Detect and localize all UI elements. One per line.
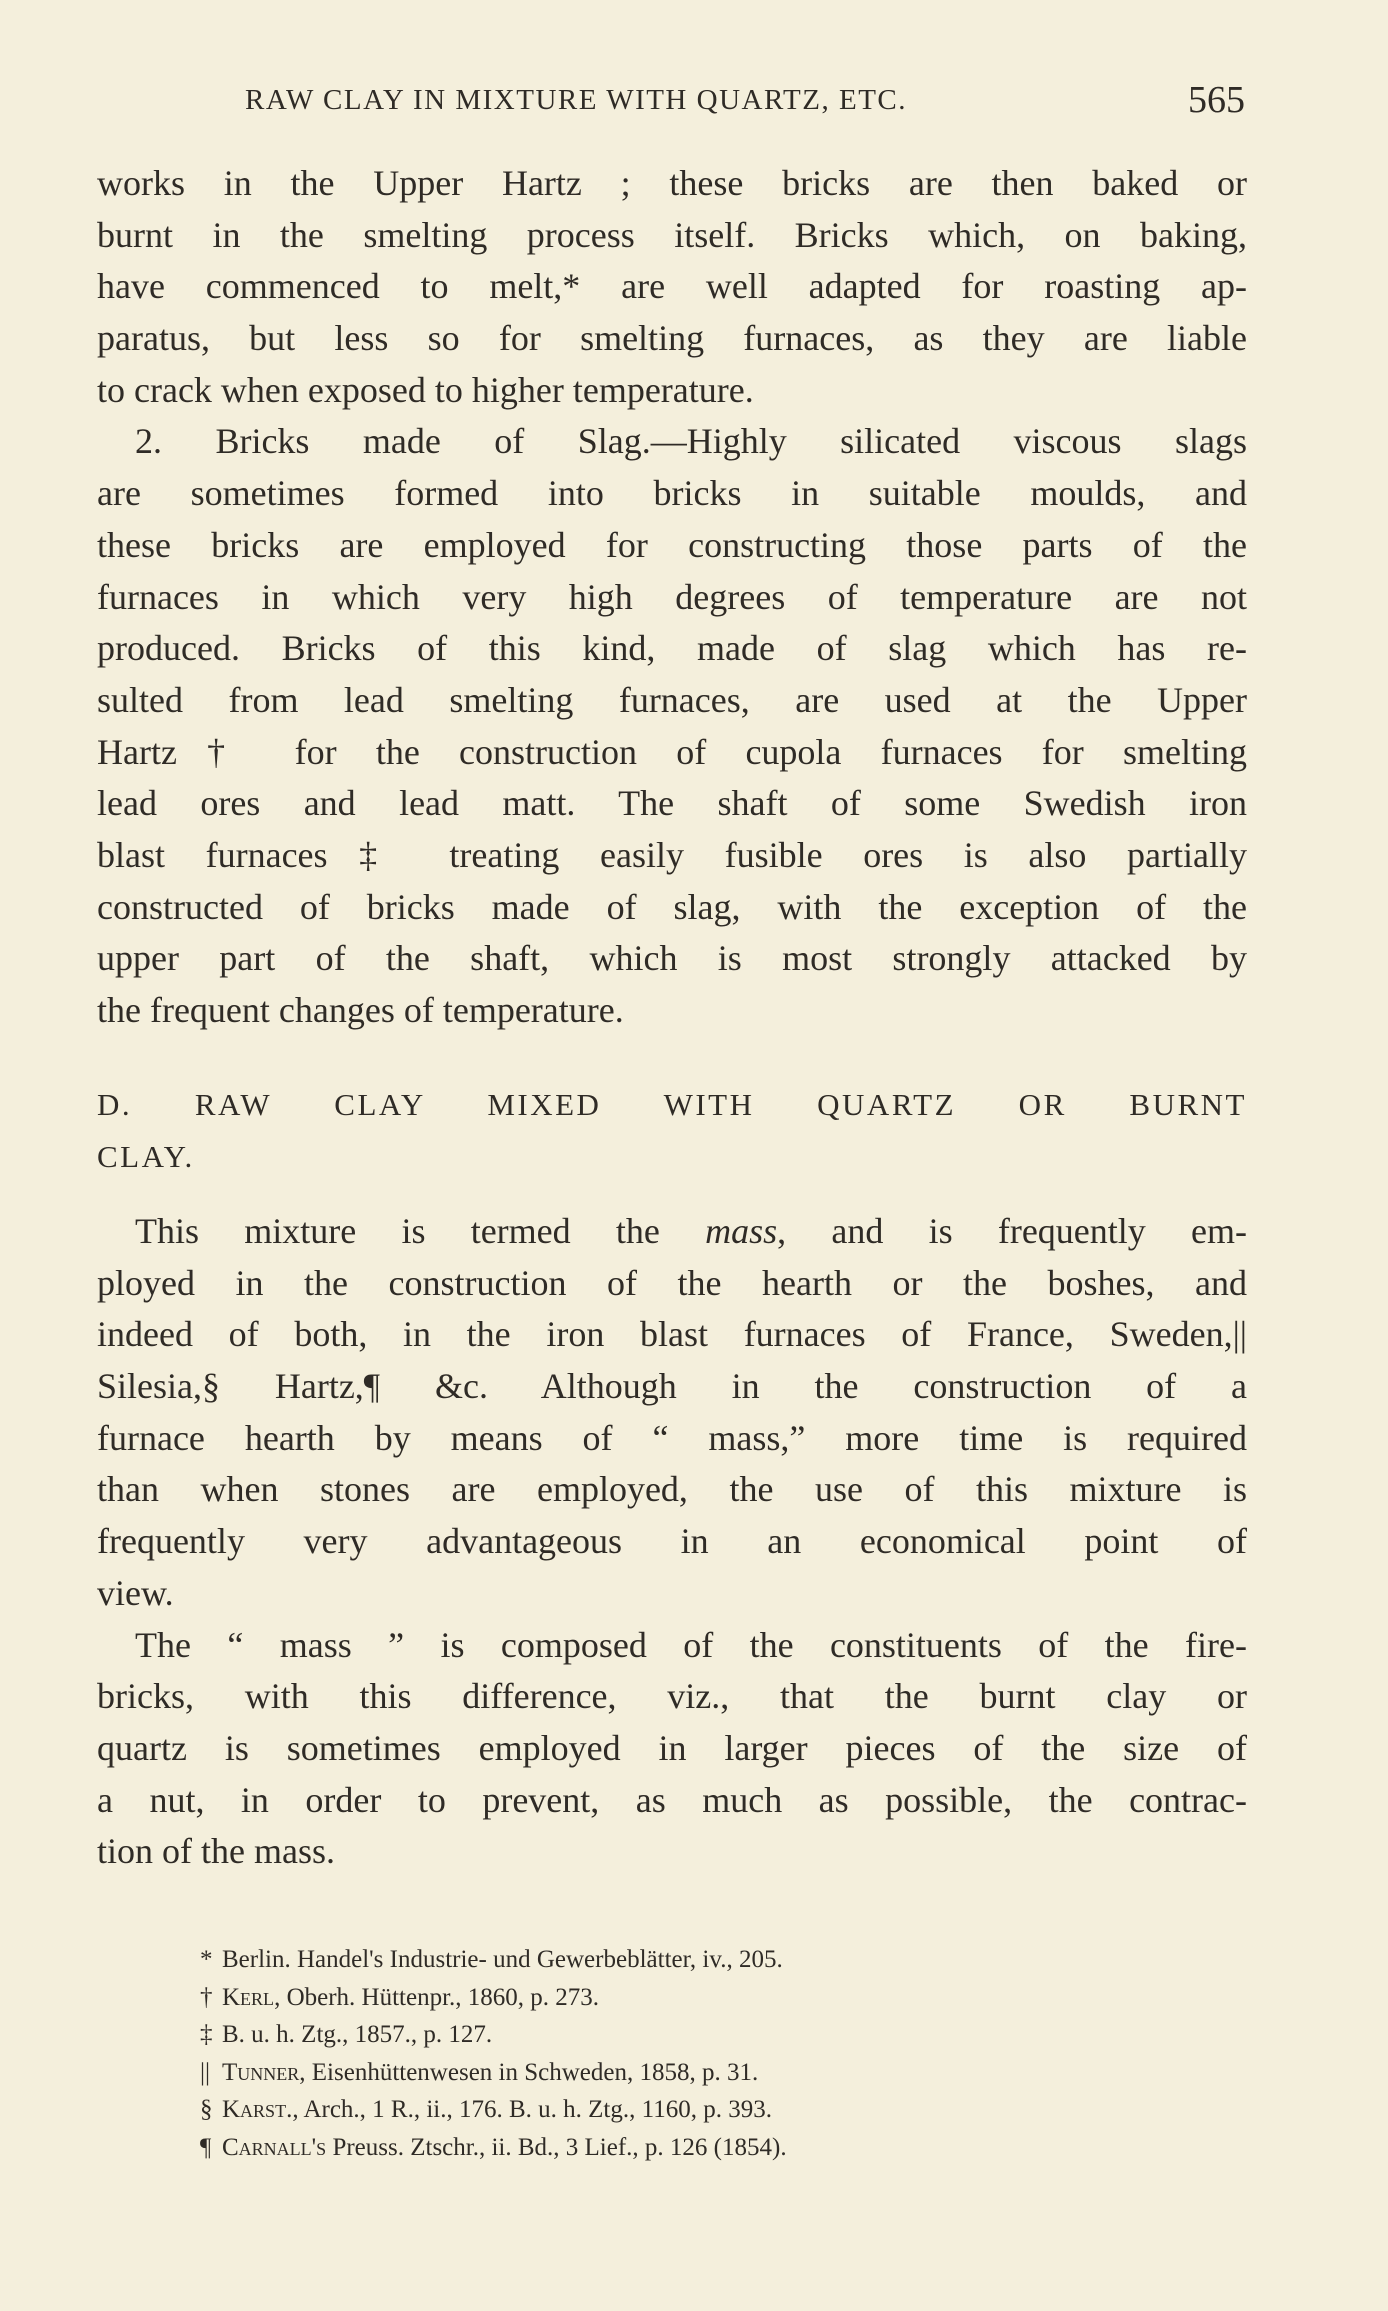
text-line [97, 933, 1247, 985]
footnote-text: Berlin. Handel's Industrie- und Gewerbeblätter, iv., 205. [222, 1946, 783, 1973]
text-line [97, 623, 1247, 675]
line-text: quartz is sometimes employed in larger pieces of the size of [97, 1727, 1247, 1768]
footnote-text: , Oberh. Hüttenpr., 1860, p. 273. [274, 1983, 600, 2011]
line-text: 2. Bricks made of Slag.—Highly silicated viscous slags [135, 421, 1247, 462]
text-line [97, 1516, 1247, 1568]
footnote-marker: ‡ [200, 2021, 213, 2049]
line-text: bricks, with this difference, viz., that the burnt clay or [97, 1676, 1247, 1717]
line-text: sulted from lead smelting furnaces, are used at the Upper [97, 679, 1247, 720]
line-text: than when stones are employed, the use of this mixture is [97, 1469, 1247, 1510]
footnote-author: Kerl [222, 1983, 275, 2011]
text-line [97, 210, 1247, 262]
text-line [97, 1568, 1247, 1620]
footnotes [200, 1941, 1100, 2167]
line-text: have commenced to melt,* are well adapted for roasting ap- [97, 266, 1247, 307]
text-line [97, 468, 1247, 520]
text-line [97, 1620, 1247, 1672]
line-text: these bricks are employed for constructing those parts of the [97, 524, 1247, 565]
line-text: a nut, in order to prevent, as much as possible, the contrac- [97, 1779, 1247, 1820]
running-header [245, 78, 1245, 128]
line-text: works in the Upper Hartz ; these bricks are then baked or [97, 163, 1247, 203]
footnote [200, 2091, 1100, 2129]
line-text: to crack when exposed to higher temperature. [97, 369, 754, 410]
text-line [97, 1775, 1247, 1827]
line-text: produced. Bricks of this kind, made of slag which has re- [97, 628, 1247, 669]
text-line [97, 1826, 1247, 1878]
footnote [200, 2016, 1100, 2054]
line-text: view. [97, 1572, 174, 1613]
text-line [97, 1413, 1247, 1465]
line-text: lead ores and lead matt. The shaft of some Swedish iron [97, 783, 1247, 824]
footnote [200, 1941, 1100, 1979]
text-line [97, 675, 1247, 727]
footnote-marker: || [200, 2058, 211, 2086]
line-text: furnace hearth by means of “ mass,” more time is required [97, 1417, 1247, 1458]
footnote-marker: § [200, 2096, 213, 2124]
footnote-author: Tunner [222, 2058, 300, 2086]
text-line [97, 1464, 1247, 1516]
text-line [97, 778, 1247, 830]
text-line [97, 416, 1247, 468]
footnote [200, 2054, 1100, 2092]
footnote [200, 2129, 1100, 2167]
body-text-section [97, 1206, 1247, 1878]
line-text: furnaces in which very high degrees of temperature are not [97, 576, 1247, 617]
line-text: Hartz† for the construction of cupola furnaces for smelting [97, 731, 1247, 772]
footnote-text: , Eisenhüttenwesen in Schweden, 1858, p. 31. [299, 2058, 759, 2086]
line-text: are sometimes formed into bricks in suitable moulds, and [97, 473, 1247, 514]
text-line [97, 1723, 1247, 1775]
text-line [97, 261, 1247, 313]
text-line [97, 1258, 1247, 1310]
line-text: the frequent changes of temperature. [97, 990, 624, 1030]
line-text: This mixture is termed the [135, 1211, 706, 1251]
footnote-marker: † [200, 1983, 213, 2011]
text-line [97, 572, 1247, 624]
footnote-text: , Arch., 1 R., ii., 176. B. u. h. Ztg., 1160, p. 393. [292, 2096, 772, 2124]
text-line [97, 158, 1247, 210]
footnote-marker: * [200, 1946, 213, 1973]
text-line [97, 520, 1247, 572]
line-text: paratus, but less so for smelting furnaces, as they are liable [97, 318, 1247, 359]
line-text: indeed of both, in the iron blast furnaces of France, Sweden,|| [97, 1314, 1247, 1355]
text-line [97, 727, 1247, 779]
text-line [97, 1309, 1247, 1361]
text-line [97, 313, 1247, 365]
line-text: upper part of the shaft, which is most strongly attacked by [97, 938, 1247, 979]
line-text: Silesia,§ Hartz,¶ &c. Although in the construction of a [97, 1366, 1247, 1407]
text-line [97, 882, 1247, 934]
line-text: frequently very advantageous in an economical point of [97, 1521, 1247, 1562]
text-line [97, 1671, 1247, 1723]
section-heading-line-1: D. RAW CLAY MIXED WITH QUARTZ OR BURNT [97, 1087, 1247, 1122]
text-line [97, 830, 1247, 882]
footnote-author: Carnall's [222, 2133, 327, 2161]
text-line [97, 365, 1247, 417]
section-heading-line-2: CLAY. [97, 1138, 195, 1174]
section-heading [97, 1079, 1247, 1182]
text-line [97, 1361, 1247, 1413]
body-text-top [97, 158, 1247, 1037]
page-number: 565 [1188, 79, 1245, 121]
line-text: constructed of bricks made of slag, with the exception of the [97, 886, 1247, 927]
footnote-text: Preuss. Ztschr., ii. Bd., 3 Lief., p. 126 (1854). [326, 2133, 787, 2161]
line-text: ployed in the construction of the hearth or the boshes, and [97, 1262, 1247, 1303]
footnote-text: B. u. h. Ztg., 1857., p. 127. [222, 2021, 493, 2049]
line-text: The “ mass ” is composed of the constituents of the fire- [135, 1624, 1247, 1665]
running-title: RAW CLAY IN MIXTURE WITH QUARTZ, ETC. [245, 84, 908, 116]
line-text: tion of the mass. [97, 1831, 335, 1872]
footnote-author: Karst. [222, 2096, 293, 2124]
text-line [97, 985, 1247, 1037]
line-text: , and is frequently em- [777, 1211, 1247, 1251]
line-text: blast furnaces‡ treating easily fusible ores is also partially [97, 834, 1247, 875]
emphasis-text: mass [705, 1211, 778, 1251]
text-line [97, 1206, 1247, 1258]
footnote-marker: ¶ [200, 2133, 212, 2161]
line-text: burnt in the smelting process itself. Bricks which, on baking, [97, 214, 1247, 255]
footnote [200, 1979, 1100, 2017]
